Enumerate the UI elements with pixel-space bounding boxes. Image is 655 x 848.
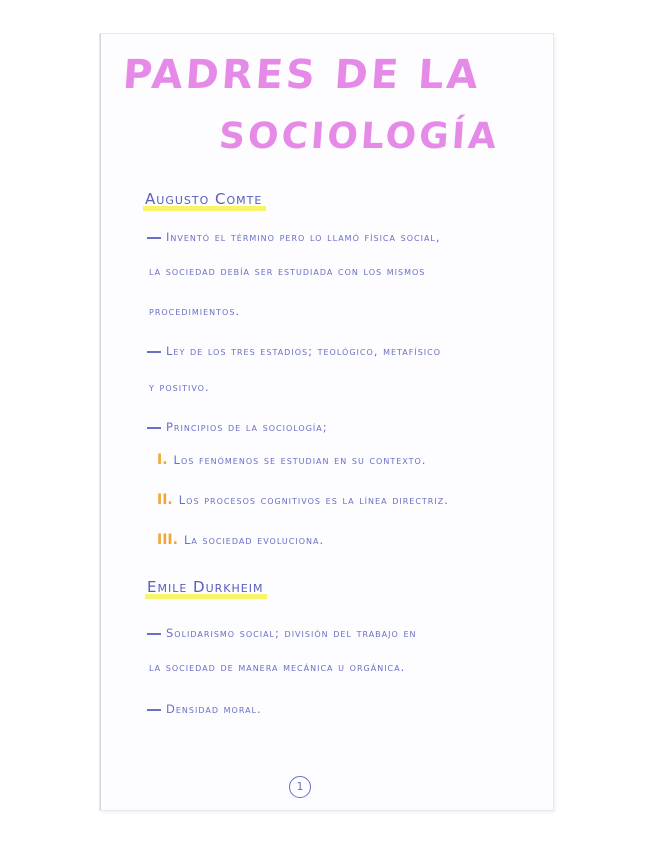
durkheim-note-2: Densidad moral.	[147, 702, 262, 716]
principle-item: III. La sociedad evoluciona.	[157, 532, 325, 548]
page-title-line1: PADRES DE LA	[121, 52, 483, 98]
dash-bullet	[147, 709, 161, 711]
notebook-page	[100, 34, 553, 810]
comte-note-3: Principios de la sociología;	[147, 420, 328, 434]
dash-bullet	[147, 351, 161, 353]
dash-bullet	[147, 237, 161, 239]
comte-note-2-cont: y positivo.	[149, 380, 210, 394]
comte-note-1-end: procedimientos.	[149, 304, 241, 318]
page-number: 1	[289, 776, 311, 798]
principle-item: I. Los fenómenos se estudian en su contexto.	[157, 452, 427, 468]
comte-note-2: Ley de los tres estadios; teológico, metafísico	[147, 344, 441, 358]
principle-item: II. Los procesos cognitivos es la línea directriz.	[157, 492, 449, 508]
page-title-line2: SOCIOLOGÍA	[217, 116, 501, 157]
dash-bullet	[147, 633, 161, 635]
durkheim-note-1: Solidarismo social; división del trabajo en	[147, 626, 417, 640]
comte-note-1-cont: la sociedad debía ser estudiada con los mismos	[149, 264, 426, 278]
comte-note-1: Inventó el término pero lo llamó física social,	[147, 230, 441, 244]
section-heading-durkheim: Emile Durkheim	[145, 578, 267, 599]
durkheim-note-1-cont: la sociedad de manera mecánica u orgánica.	[149, 660, 406, 674]
section-heading-comte: Augusto Comte	[143, 190, 266, 211]
dash-bullet	[147, 427, 161, 429]
